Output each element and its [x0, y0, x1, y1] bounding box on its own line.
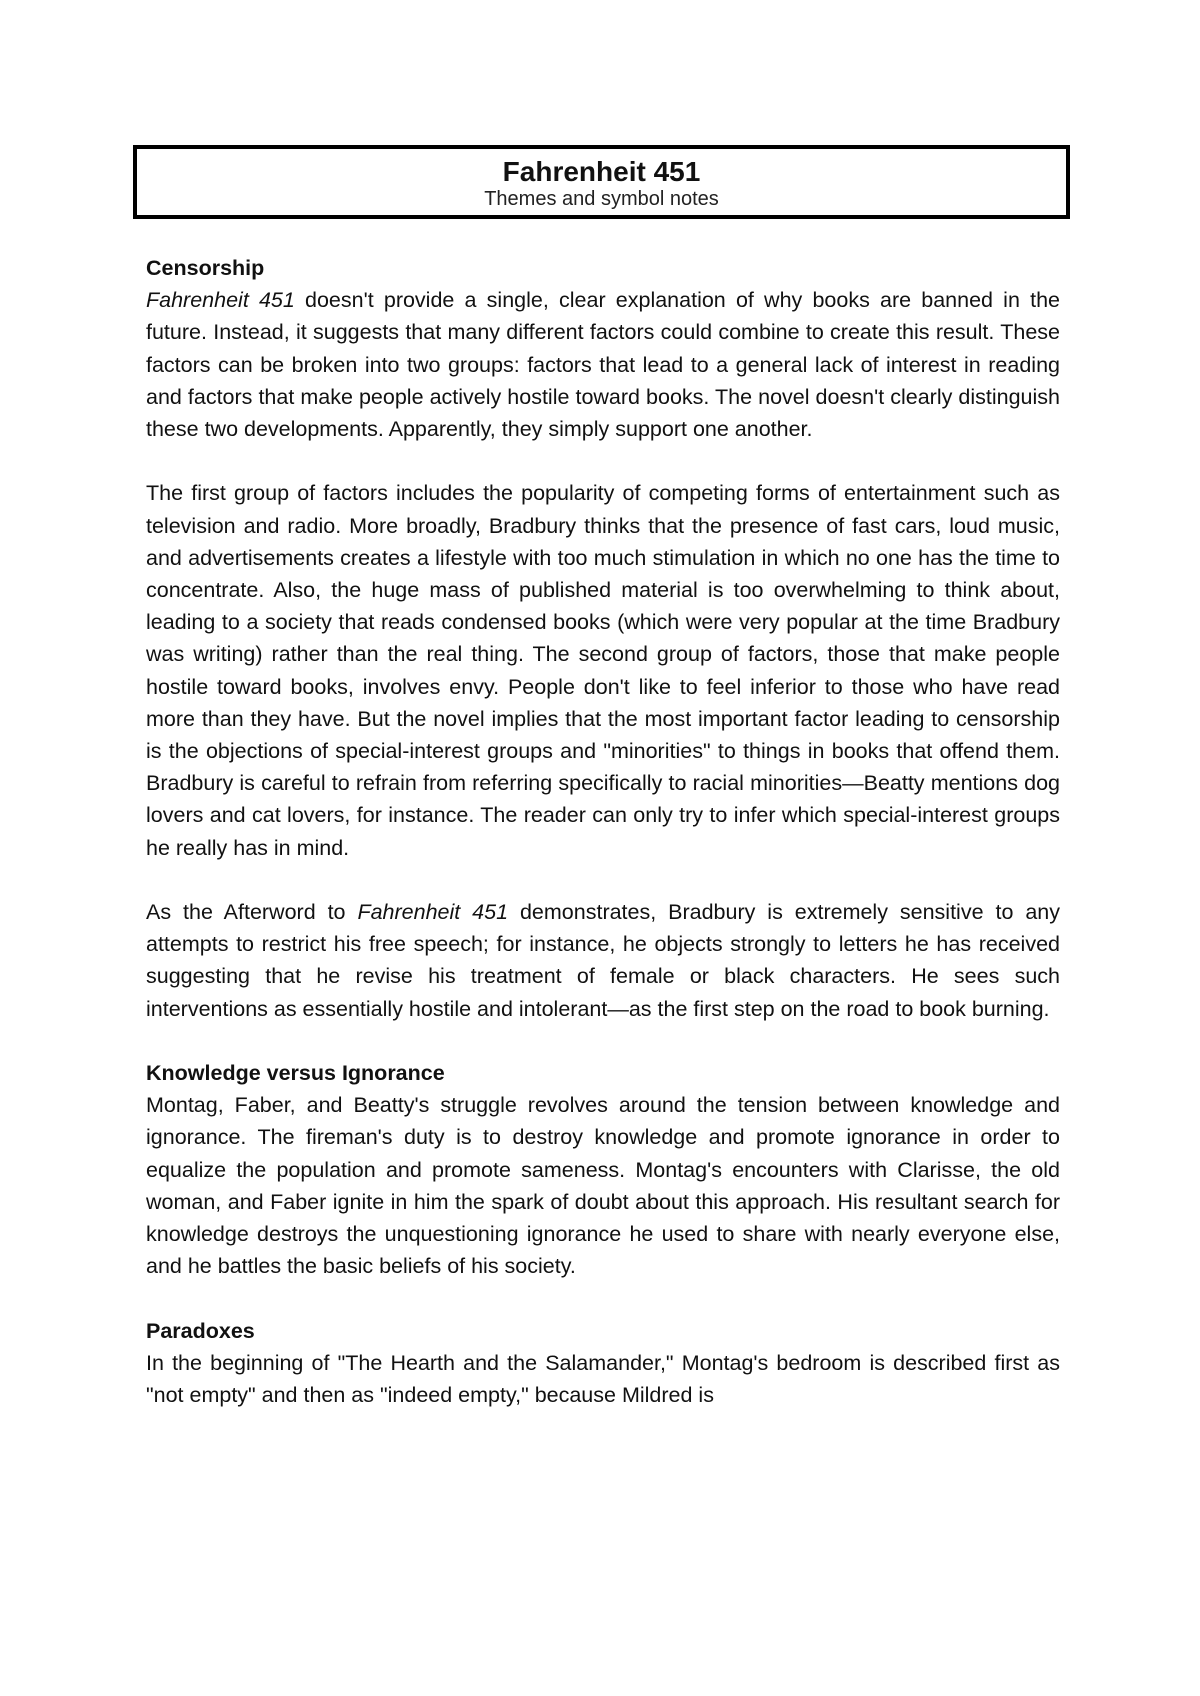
paragraph-gap	[146, 864, 1060, 896]
book-title-italic: Fahrenheit 451	[357, 900, 509, 925]
paragraph-text: As the Afterword to	[146, 900, 358, 925]
paragraph-text: doesn't provide a single, clear explanation of why books are banned in the future. Instead, it suggests that many different factors could combine to create this result. These factors can be broken into two groups: factors that lead to a general lack of interest in reading and factors that make people actively hostile toward books. The novel doesn't clearly distinguish these two developments. Apparently, they simply support one another.	[146, 288, 1060, 442]
knowledge-paragraph-1: Montag, Faber, and Beatty's struggle revolves around the tension between knowledge and ignorance. The fireman's duty is to destroy knowledge and promote ignorance in order to equalize the population and promote sameness. Montag's encounters with Clarisse, the old woman, and Faber ignite in him the spark of doubt about this approach. His resultant search for knowledge destroys the unquestioning ignorance he used to share with nearly everyone else, and he battles the basic beliefs of his society.	[146, 1093, 1060, 1279]
censorship-paragraph-1	[146, 284, 1060, 445]
document-body	[146, 252, 1060, 1411]
paragraph-text: demonstrates, Bradbury is extremely sensitive to any attempts to restrict his free speech; for instance, he objects strongly to letters he has received suggesting that he revise his treatment of female or black characters. He sees such interventions as essentially hostile and intolerant—as the first step on the road to book burning.	[146, 900, 1060, 1021]
paragraph-gap	[146, 1025, 1060, 1057]
document-title: Fahrenheit 451	[502, 156, 701, 187]
section-heading-paradoxes: Paradoxes	[146, 1318, 255, 1343]
paragraph-gap	[146, 1282, 1060, 1314]
title-box	[133, 145, 1070, 219]
censorship-paragraph-3	[146, 896, 1060, 1025]
paragraph-gap	[146, 445, 1060, 477]
section-heading-censorship: Censorship	[146, 256, 265, 280]
paradoxes-paragraph-1: In the beginning of "The Hearth and the Salamander," Montag's bedroom is described first as "not empty" and then as "indeed empty," because Mildred is	[146, 1350, 1060, 1408]
censorship-paragraph-2: The first group of factors includes the popularity of competing forms of entertainment such as television and radio. More broadly, Bradbury thinks that the presence of fast cars, loud music, and advertisements creates a lifestyle with too much stimulation in which no one has the time to concentrate. Also, the huge mass of published material is too overwhelming to think about, leading to a society that reads condensed books (which were very popular at the time Bradbury was writing) rather than the real thing. The second group of factors, those that make people hostile toward books, involves envy. People don't like to feel inferior to those who have read more than they have. But the novel implies that the most important factor leading to censorship is the objections of special-interest groups and "minorities" to things in books that offend them. Bradbury is careful to refrain from referring specifically to racial minorities—Beatty mentions dog lovers and cat lovers, for instance. The reader can only try to infer which special-interest groups he really has in mind.	[146, 481, 1060, 860]
section-heading-knowledge: Knowledge versus Ignorance	[146, 1061, 445, 1086]
document-subtitle: Themes and symbol notes	[484, 188, 719, 210]
book-title-italic: Fahrenheit 451	[146, 288, 295, 313]
